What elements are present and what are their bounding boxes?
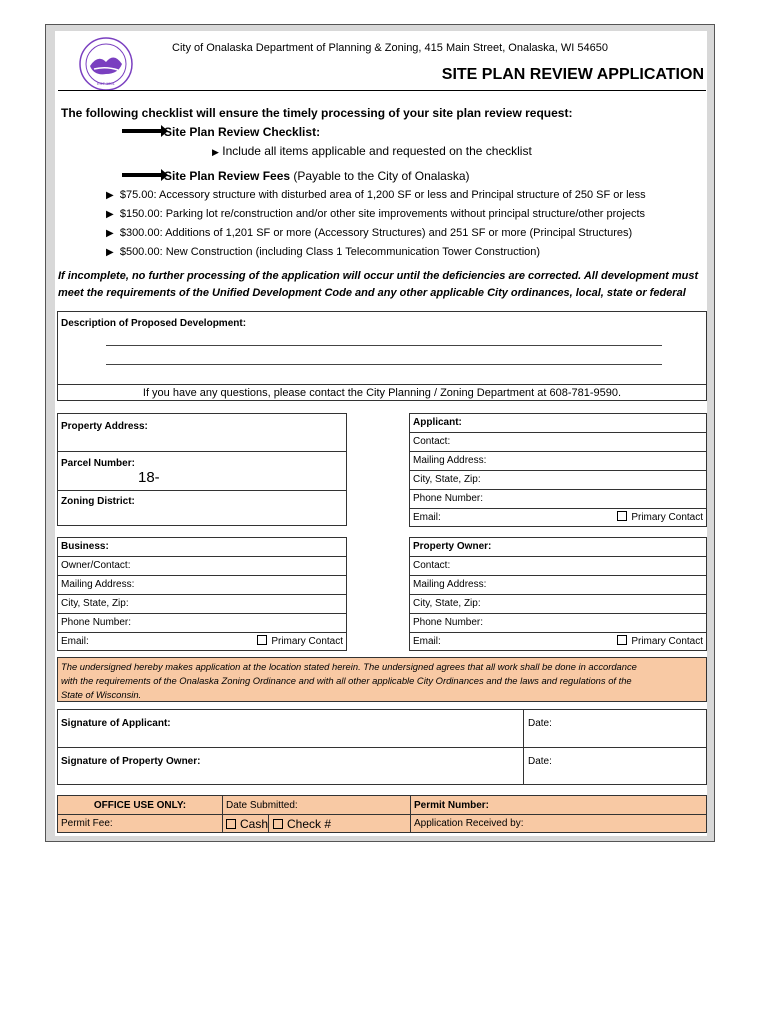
business-heading: Business: [58,538,346,557]
business-phone-field[interactable]: Phone Number: [58,614,346,633]
checklist-heading-row: Site Plan Review Checklist: [122,125,320,139]
description-line[interactable] [106,364,662,365]
warning-text: If incomplete, no further processing of the application will occur until the deficiencies are corrected. All development must [58,270,699,282]
parcel-number-value[interactable]: 18- [138,469,160,486]
divider [523,710,524,747]
page-title: SITE PLAN REVIEW APPLICATION [441,66,704,83]
checkbox-icon [617,511,627,521]
office-use-heading: OFFICE USE ONLY: [93,800,187,811]
owner-signature-label: Signature of Property Owner: [61,756,201,767]
divider [58,814,706,815]
arrow-icon [122,173,162,177]
agreement-box [57,657,707,702]
applicant-mailing-field[interactable]: Mailing Address: [410,452,706,471]
signature-section [57,709,707,785]
applicant-phone-field[interactable]: Phone Number: [410,490,706,509]
contact-note: If you have any questions, please contact the City Planning / Zoning Department at 608-781-9590. [142,387,622,399]
triangle-bullet-icon: ▶ [106,209,114,220]
applicant-section [409,413,707,527]
agreement-text: The undersigned hereby makes application at the location stated herein. The undersigned agrees that all work shall be done in accordance [61,661,637,672]
business-email-field[interactable]: Email: [61,636,89,647]
owner-primary-contact-checkbox[interactable]: Primary Contact [617,633,703,651]
applicant-heading: Applicant: [410,414,706,433]
applicant-email-row [410,509,706,528]
fee-item: ▶ $75.00: Accessory structure with disturbed area of 1,200 SF or less and Principal structure of 250 SF or less [106,189,646,201]
agreement-text: State of Wisconsin. [61,689,142,700]
fee-item: ▶ $300.00: Additions of 1,201 SF or more (Accessory Structures) and 251 SF or more (Principal Structures) [106,227,633,239]
divider [58,384,706,385]
permit-number-label: Permit Number: [414,800,490,811]
owner-phone-field[interactable]: Phone Number: [410,614,706,633]
owner-email-row [410,633,706,652]
received-by-label: Application Received by: [414,818,524,829]
warning-text: meet the requirements of the Unified Development Code and any other applicable City ordinances, local, state or federal [58,287,686,299]
owner-email-field[interactable]: Email: [413,636,441,647]
business-mailing-field[interactable]: Mailing Address: [58,576,346,595]
owner-city-field[interactable]: City, State, Zip: [410,595,706,614]
cash-checkbox[interactable]: Cash [226,817,268,831]
title-divider [58,90,706,91]
business-primary-contact-checkbox[interactable]: Primary Contact [257,633,343,651]
city-seal-icon [78,36,134,92]
triangle-bullet-icon: ▶ [106,190,114,201]
owner-date-label: Date: [528,756,552,767]
business-owner-field[interactable]: Owner/Contact: [58,557,346,576]
triangle-bullet-icon: ▶ [212,147,219,157]
business-email-row [58,633,346,652]
owner-contact-field[interactable]: Contact: [410,557,706,576]
applicant-signature-label: Signature of Applicant: [61,718,171,729]
property-section [57,413,347,526]
applicant-city-field[interactable]: City, State, Zip: [410,471,706,490]
check-checkbox[interactable]: Check # [273,817,331,831]
description-line[interactable] [106,345,662,346]
office-use-section [57,795,707,833]
owner-section [409,537,707,651]
fee-item: ▶ $150.00: Parking lot re/construction and/or other site improvements without principal structure/other projects [106,208,646,220]
divider [268,814,269,833]
fee-item: ▶ $500.00: New Construction (including Class 1 Telecommunication Tower Construction) [106,246,541,258]
applicant-contact-field[interactable]: Contact: [410,433,706,452]
owner-mailing-field[interactable]: Mailing Address: [410,576,706,595]
parcel-number-label: Parcel Number: [61,458,135,469]
property-address-label: Property Address: [61,421,148,432]
applicant-email-field[interactable]: Email: [413,512,441,523]
zoning-district-label: Zoning District: [61,496,135,507]
triangle-bullet-icon: ▶ [106,228,114,239]
business-section [57,537,347,651]
applicant-primary-contact-checkbox[interactable]: Primary Contact [617,509,703,527]
checkbox-icon [257,635,267,645]
triangle-bullet-icon: ▶ [106,247,114,258]
divider [58,490,346,491]
divider [523,747,524,785]
description-label: Description of Proposed Development: [61,318,247,329]
checklist-intro: The following checklist will ensure the timely processing of your site plan review request: [61,106,573,120]
applicant-date-label: Date: [528,718,552,729]
checkbox-icon [226,819,236,829]
arrow-icon [122,129,162,133]
checklist-item: ▶ Include all items applicable and requested on the checklist [212,144,532,158]
divider [58,747,706,748]
checkbox-icon [273,819,283,829]
agreement-text: with the requirements of the Onalaska Zoning Ordinance and with all other applicable City Ordinances and the laws and regulations of the [61,675,632,686]
department-address: City of Onalaska Department of Planning & Zoning, 415 Main Street, Onalaska, WI 54650 [172,42,608,54]
divider [58,451,346,452]
owner-heading: Property Owner: [410,538,706,557]
permit-fee-label: Permit Fee: [61,818,113,829]
date-submitted-label: Date Submitted: [226,800,298,811]
svg-text:EST 1851: EST 1851 [97,81,115,86]
fees-heading-row: Site Plan Review Fees (Payable to the City of Onalaska) [122,169,470,183]
checkbox-icon [617,635,627,645]
business-city-field[interactable]: City, State, Zip: [58,595,346,614]
